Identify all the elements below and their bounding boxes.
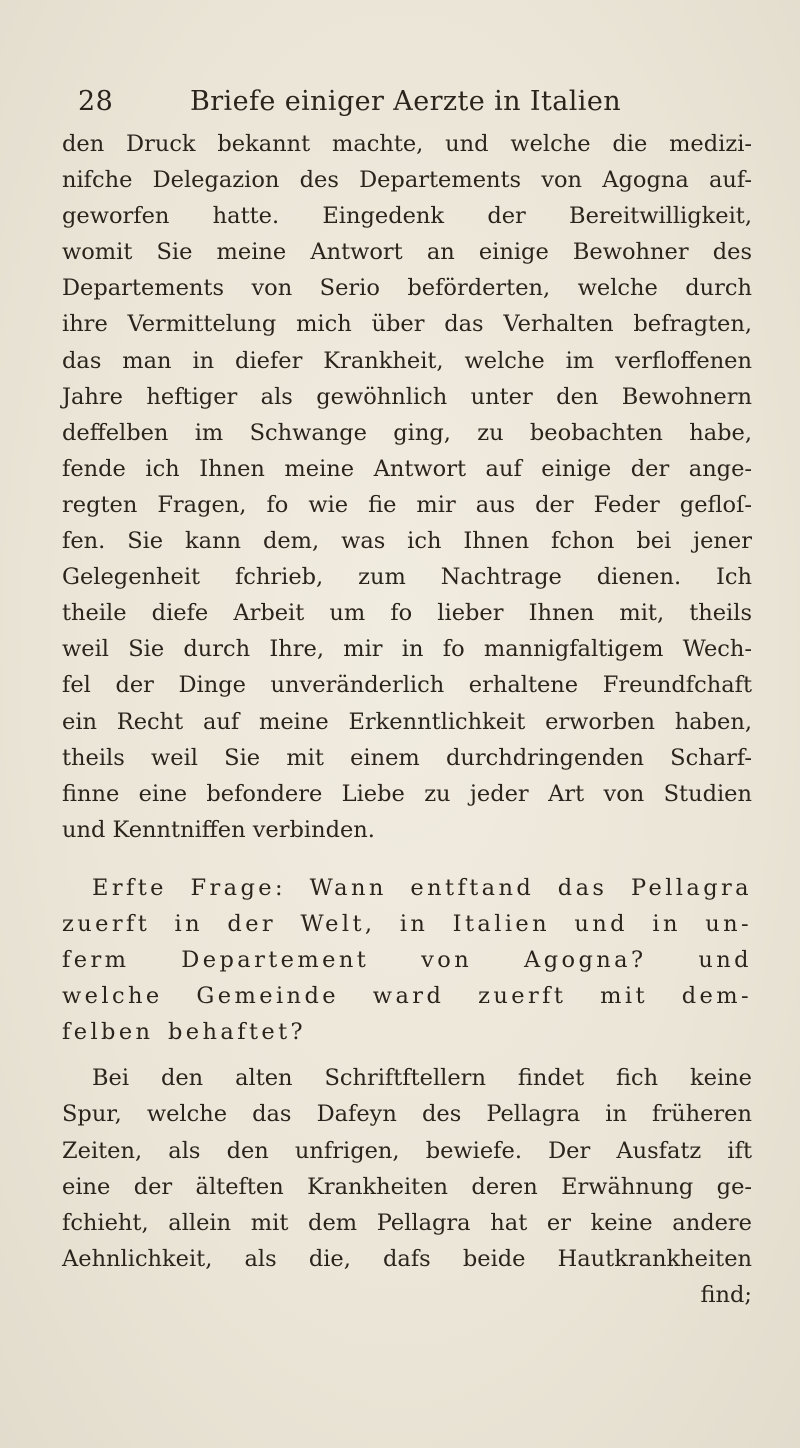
text-line: das man in diefer Krankheit, welche im verfloffenen bbox=[62, 347, 752, 374]
text-line: Zeiten, als den unfrigen, bewiefe. Der Ausfatz ift bbox=[62, 1137, 752, 1164]
text-line: und Kenntniffen verbinden. bbox=[62, 816, 375, 843]
paragraph-gap bbox=[62, 1050, 752, 1060]
text-line: Spur, welche das Dafeyn des Pellagra in früheren bbox=[62, 1101, 752, 1128]
page-header bbox=[78, 84, 738, 124]
body-text bbox=[62, 126, 752, 1313]
text-line: geworfen hatte. Eingedenk der Bereitwilligkeit, bbox=[62, 203, 752, 230]
text-line: Gelegenheit fchrieb, zum Nachtrage dienen. Ich bbox=[62, 564, 752, 591]
text-line: Bei den alten Schriftftellern findet fich keine bbox=[92, 1065, 752, 1092]
question-line: ferm Departement von Agogna? und bbox=[62, 947, 752, 974]
paragraph-intro bbox=[62, 126, 752, 848]
paragraph-gap bbox=[62, 848, 752, 870]
text-line: theile diefe Arbeit um fo lieber Ihnen mit, theils bbox=[62, 600, 752, 627]
page-number: 28 bbox=[78, 86, 114, 117]
question-line: felben behaftet? bbox=[62, 1019, 307, 1046]
question-line: Erfte Frage: Wann entftand das Pellagra bbox=[92, 874, 752, 901]
text-line: fel der Dinge unveränderlich erhaltene Freundfchaft bbox=[62, 672, 752, 699]
text-line: theils weil Sie mit einem durchdringenden Scharf- bbox=[62, 744, 752, 771]
text-line: nifche Delegazion des Departements von Agogna auf- bbox=[62, 167, 752, 194]
text-line: ein Recht auf meine Erkenntlichkeit erworben haben, bbox=[62, 708, 752, 735]
text-line: Departements von Serio beförderten, welche durch bbox=[62, 275, 752, 302]
running-title: Briefe einiger Aerzte in Italien bbox=[190, 86, 621, 117]
text-line: deffelben im Schwange ging, zu beobachten habe, bbox=[62, 419, 752, 446]
text-line: den Druck bekannt machte, und welche die medizi- bbox=[62, 131, 752, 157]
text-line: finne eine befondere Liebe zu jeder Art von Studien bbox=[62, 780, 752, 807]
text-line: fende ich Ihnen meine Antwort auf einige der ange- bbox=[62, 455, 752, 482]
text-line: eine der älteften Krankheiten deren Erwähnung ge- bbox=[62, 1173, 752, 1200]
text-line: weil Sie durch Ihre, mir in fo mannigfaltigem Wech- bbox=[62, 636, 752, 663]
text-line: regten Fragen, fo wie fie mir aus der Feder gefloſ- bbox=[62, 491, 752, 518]
text-line: find; bbox=[700, 1281, 752, 1308]
text-line: womit Sie meine Antwort an einige Bewohner des bbox=[62, 239, 752, 266]
text-line: fen. Sie kann dem, was ich Ihnen fchon bei jener bbox=[62, 528, 752, 555]
question-line: zuerft in der Welt, in Italien und in un- bbox=[62, 910, 752, 937]
text-line: Jahre heftiger als gewöhnlich unter den Bewohnern bbox=[62, 383, 752, 410]
paragraph-answer bbox=[62, 1060, 752, 1313]
question-line: welche Gemeinde ward zuerft mit dem- bbox=[62, 983, 752, 1010]
text-line: Aehnlichkeit, als die, dafs beide Hautkrankheiten bbox=[62, 1245, 752, 1272]
text-line: fchieht, allein mit dem Pellagra hat er keine andere bbox=[62, 1209, 752, 1236]
text-line: ihre Vermittelung mich über das Verhalten befragten, bbox=[62, 311, 752, 338]
question-heading bbox=[62, 870, 752, 1050]
